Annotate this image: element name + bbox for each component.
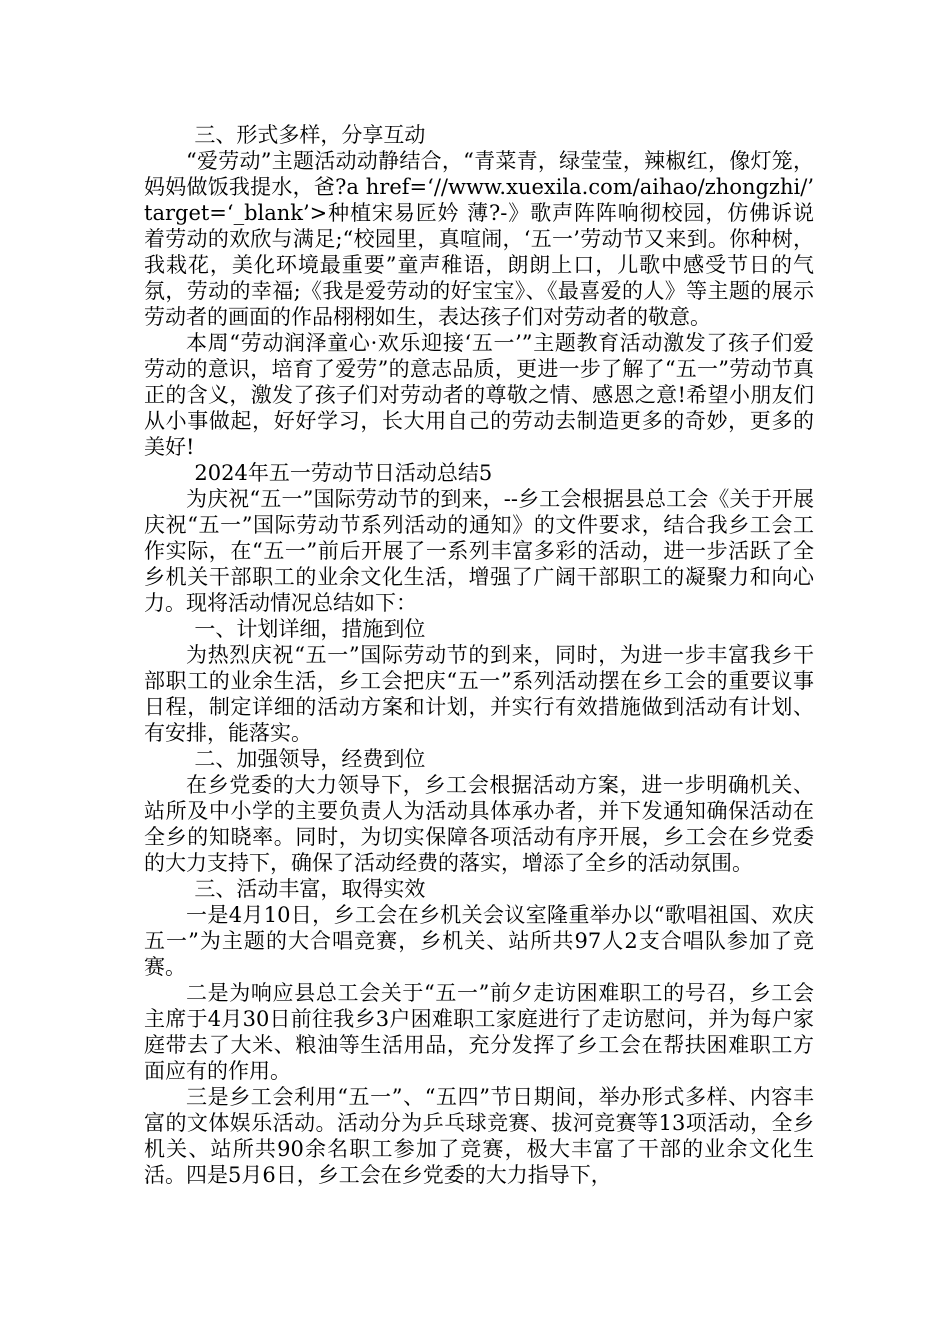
paragraph-love-labor-activity: “爱劳动”主题活动动静结合，“青菜青，绿莹莹，辣椒红，像灯笼，妈妈做饭我提水，爸?a href=‘//www.xuexila.com/aihao/zhongzhi/’ target=‘_blank’>种植宋易匠妗 薄?-》歌声阵阵响彻校园，仿佛诉说着劳动的欢欣与满足;“校园里，真喧闹，‘五一’劳动节又来到。你种树，我栽花，美化环境最重要”童声稚语，朗朗上口，儿歌中感受节日的气氛，劳动的幸福;《我是爱劳动的好宝宝》、《最喜爱的人》等主题的展示劳动者的画面的作品栩栩如生，表达孩子们对劳动者的敬意。	[144, 149, 814, 329]
paragraph-intro: 为庆祝“五一”国际劳动节的到来，--乡工会根据县总工会《关于开展庆祝“五一”国际劳动节系列活动的通知》的文件要求，结合我乡工会工作实际，在“五一”前后开展了一系列丰富多彩的活动，进一步活跃了全乡机关干部职工的业余文化生活，增强了广阔干部职工的凝聚力和向心力。现将活动情况总结如下：	[144, 487, 814, 615]
paragraph-activity-2: 二是为响应县总工会关于“五一”前夕走访困难职工的号召，乡工会主席于4月30日前往我乡3户困难职工家庭进行了走访慰问，并为每户家庭带去了大米、粮油等生活用品，充分发挥了乡工会在帮扶困难职工方面应有的作用。	[144, 981, 814, 1083]
section-heading-2-leadership: 二、加强领导，经费到位	[194, 747, 426, 771]
paragraph-activity-3: 三是乡工会利用“五一”、“五四”节日期间，举办形式多样、内容丰富的文体娱乐活动。活动分为乒乓球竞赛、拔河竞赛等13项活动，全乡机关、站所共90余名职工参加了竞赛，极大丰富了干部的业余文化生活。四是5月6日，乡工会在乡党委的大力指导下，	[144, 1085, 814, 1187]
section-heading-3-forms: 三、形式多样，分享互动	[194, 123, 426, 147]
paragraph-plan: 为热烈庆祝“五一”国际劳动节的到来，同时，为进一步丰富我乡干部职工的业余生活，乡工会把庆“五一”系列活动摆在乡工会的重要议事日程，制定详细的活动方案和计划，并实行有效措施做到活动有计划、有安排，能落实。	[144, 643, 814, 745]
section-heading-1-plan: 一、计划详细，措施到位	[194, 617, 426, 641]
paragraph-activity-1: 一是4月10日，乡工会在乡机关会议室隆重举办以“歌唱祖国、欢庆五一”为主题的大合唱竞赛，乡机关、站所共97人2支合唱队参加了竞赛。	[144, 903, 814, 979]
paragraph-leadership: 在乡党委的大力领导下，乡工会根据活动方案，进一步明确机关、站所及中小学的主要负责人为活动具体承办者，并下发通知确保活动在全乡的知晓率。同时，为切实保障各项活动有序开展，乡工会在乡党委的大力支持下，确保了活动经费的落实，增添了全乡的活动氛围。	[144, 773, 814, 875]
document-subtitle-summary-5: 2024年五一劳动节日活动总结5	[194, 461, 493, 485]
document-body	[144, 122, 814, 1188]
paragraph-week-summary: 本周“劳动润泽童心·欢乐迎接‘五一’”主题教育活动激发了孩子们爱劳动的意识，培育了爱劳”的意志品质，更进一步了解了“五一”劳动节真正的含义，激发了孩子们对劳动者的尊敬之情、感恩之意!希望小朋友们从小事做起，好好学习，长大用自己的劳动去制造更多的奇妙，更多的美好!	[144, 331, 814, 459]
section-heading-3-activities: 三、活动丰富，取得实效	[194, 877, 426, 901]
